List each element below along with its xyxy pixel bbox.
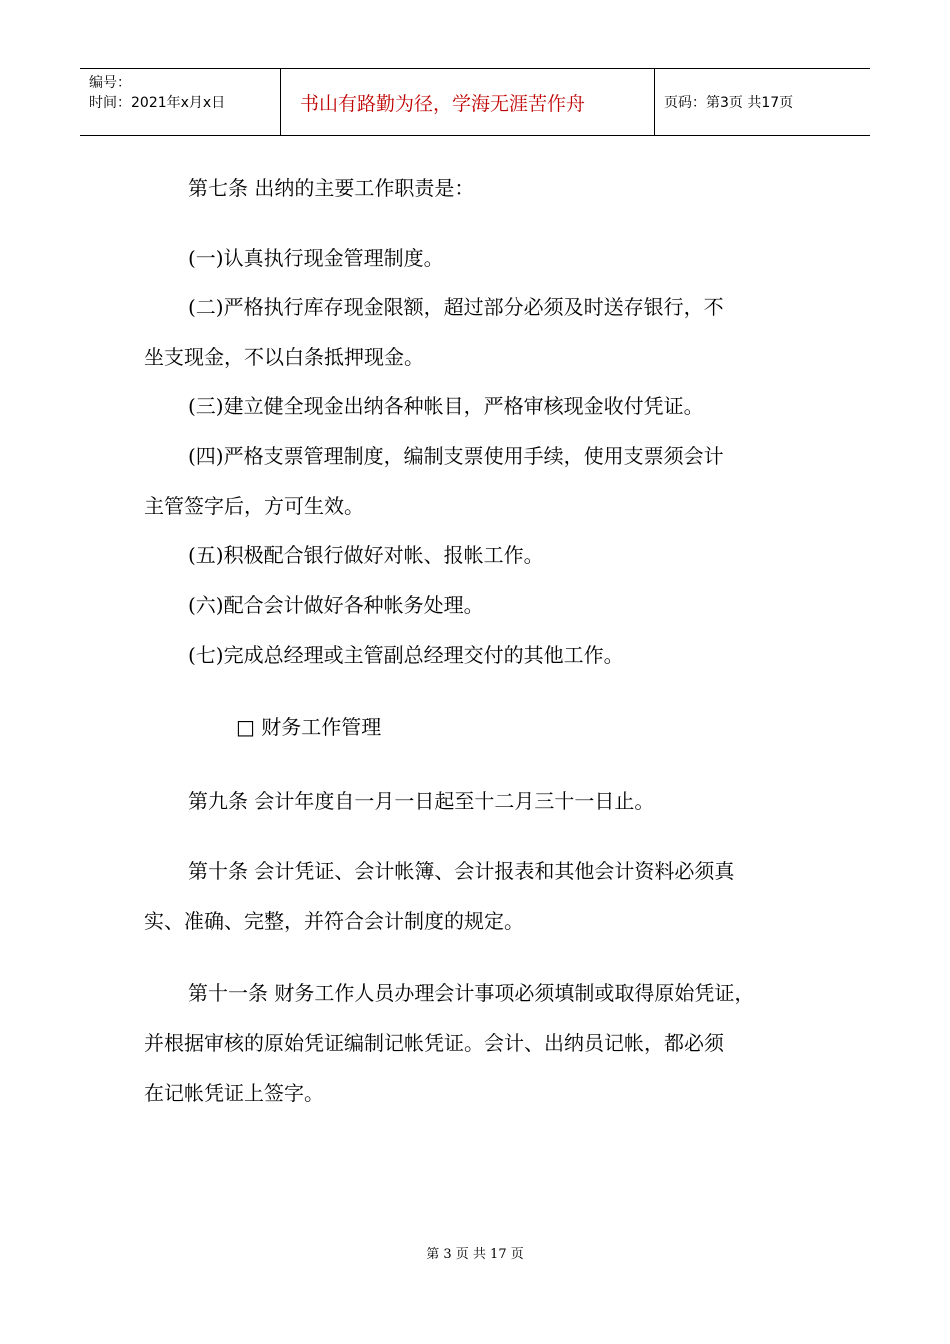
article-7-heading: 第七条 出纳的主要工作职责是： — [188, 176, 475, 200]
duty-item-3: (三)建立健全现金出纳各种帐目，严格审核现金收付凭证。 — [188, 394, 704, 418]
header-motto: 书山有路勤为径，学海无涯苦作舟 — [300, 92, 586, 115]
article-11-line-3: 在记帐凭证上签字。 — [144, 1081, 324, 1105]
document-number-label: 编号： — [89, 75, 131, 91]
article-9: 第九条 会计年度自一月一日起至十二月三十一日止。 — [188, 789, 655, 813]
duty-item-4-line-2: 主管签字后，方可生效。 — [144, 494, 364, 518]
article-10-line-1: 第十条 会计凭证、会计帐簿、会计报表和其他会计资料必须真 — [188, 859, 735, 883]
duty-item-7: (七)完成总经理或主管副总经理交付的其他工作。 — [188, 643, 624, 667]
duty-item-4-line-1: (四)严格支票管理制度，编制支票使用手续，使用支票须会计 — [188, 444, 724, 468]
header-page-info: 页码：第3页 共17页 — [664, 95, 794, 111]
page-footer: 第 3 页 共 17 页 — [426, 1247, 524, 1262]
section-heading-finance-management: □ 财务工作管理 — [236, 715, 382, 739]
article-11-line-1: 第十一条 财务工作人员办理会计事项必须填制或取得原始凭证， — [188, 981, 755, 1005]
document-date-label: 时间：2021年x月x日 — [89, 95, 226, 111]
duty-item-1: (一)认真执行现金管理制度。 — [188, 246, 444, 270]
duty-item-6: (六)配合会计做好各种帐务处理。 — [188, 593, 484, 617]
duty-item-2-line-1: (二)严格执行库存现金限额，超过部分必须及时送存银行，不 — [188, 295, 724, 319]
duty-item-2-line-2: 坐支现金，不以白条抵押现金。 — [144, 345, 424, 369]
article-10-line-2: 实、准确、完整，并符合会计制度的规定。 — [144, 909, 524, 933]
duty-item-5: (五)积极配合银行做好对帐、报帐工作。 — [188, 543, 544, 567]
article-11-line-2: 并根据审核的原始凭证编制记帐凭证。会计、出纳员记帐，都必须 — [144, 1031, 724, 1055]
